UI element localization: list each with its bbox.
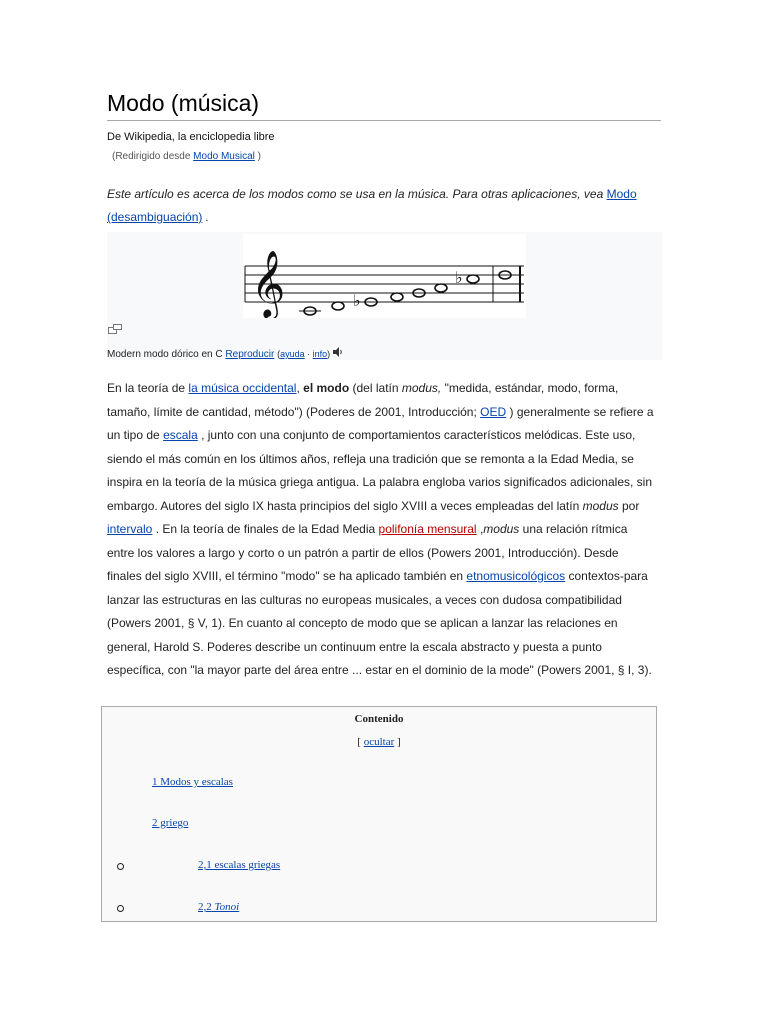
toc-item-italic-title: Tonoi [214, 901, 240, 913]
hatnote [107, 183, 652, 229]
text-run: . En la teoría de finales de la Edad Media [155, 522, 376, 536]
bold-term-modo: el modo [303, 381, 350, 395]
treble-clef-icon [251, 249, 285, 318]
text-run: ) generalmente se refiere a un tipo de [107, 404, 654, 442]
play-audio-link[interactable]: Reproducir [225, 349, 275, 360]
redirect-prefix: (Redirigido desde [112, 151, 191, 162]
svg-text:♭: ♭ [353, 291, 361, 310]
italic-modus: modus [483, 522, 520, 536]
italic-modus: modus [582, 498, 619, 513]
text-run: , [479, 522, 484, 536]
redirect-source-link[interactable]: Modo Musical [193, 151, 255, 162]
text-run: , [296, 381, 300, 395]
text-run: por [621, 498, 640, 513]
caption-separator: · [304, 349, 313, 359]
text-run: contextos-para lanzar las estructuras en las culturas no europeas musicales, a veces con dudosa compatibilidad (Powers 2001, § V, 1). En cuanto al concepto de modo que se aplican a lanzar las relaciones en general, Harold S. Poderes describe un continuum entre la escala abstracto y puesta a punto específica, con "la mayor parte del área entre ... estar en el dominio de la mode" (Powers 2001, § I, 3). [107, 569, 652, 677]
dorian-scale-image[interactable] [243, 234, 526, 318]
redirect-suffix: ) [257, 151, 261, 162]
toc-item-griego[interactable]: 2 griego [152, 817, 189, 829]
help-link[interactable]: ayuda [280, 349, 305, 359]
site-subtitle: De Wikipedia, la enciclopedia libre [107, 131, 275, 143]
table-of-contents [101, 706, 657, 922]
text-run: (del latín [352, 381, 399, 395]
svg-text:♭: ♭ [455, 268, 463, 287]
article-paragraph [107, 377, 655, 683]
toc-bullet [117, 863, 124, 870]
link-escala[interactable]: escala [163, 428, 198, 442]
toc-item-number: 2,2 [198, 901, 212, 913]
link-polifonia-mensural[interactable]: polifonía mensural [378, 522, 477, 536]
speaker-icon[interactable] [333, 349, 344, 360]
caption-paren-close: ) [327, 349, 331, 359]
caption-text: Modern modo dórico en C [107, 349, 223, 360]
text-run: , junto con una conjunto de comportamientos característicos melódicas. Este uso, siendo el más común en los últimos años, refleja una tradición que se remonta a la Edad Media, se inspira en la teoría de la música griega antigua. La palabra engloba varios significados adicionales, sin embargo. Autores del siglo IX hasta principios del siglo XVIII a veces empleadas del latín [107, 428, 653, 513]
page-title: Modo (música) [107, 88, 661, 121]
svg-text:𝄞: 𝄞 [251, 249, 286, 317]
toc-hide-link[interactable]: ocultar [363, 736, 395, 748]
link-musica-occidental[interactable]: la música occidental [188, 381, 297, 395]
toc-bullet [117, 905, 124, 912]
info-link[interactable]: info [312, 349, 328, 359]
caption-paren-open: ( [277, 349, 281, 359]
toc-bracket-open: [ [357, 736, 361, 748]
toc-item-tonoi[interactable] [198, 901, 239, 913]
text-run: "medida, estándar, modo, forma, tamaño, límite de cantidad, método") (Poderes de 2001, Introducción; [107, 381, 619, 419]
disambiguation-link[interactable]: Modo (desambiguación) [107, 187, 637, 224]
hatnote-text: Este artículo es acerca de los modos como se usa en la música. Para otras aplicaciones, vea [107, 187, 604, 201]
link-oed[interactable]: OED [480, 404, 507, 419]
toc-item-modos-y-escalas[interactable]: 1 Modos y escalas [152, 776, 233, 788]
link-etnomusicologicos[interactable]: etnomusicológicos [466, 569, 566, 583]
toc-title: Contenido [354, 713, 404, 725]
toc-item-escalas-griegas[interactable]: 2,1 escalas griegas [198, 859, 281, 871]
toc-toggle [102, 736, 656, 748]
toc-bracket-close: ] [397, 736, 401, 748]
figure-caption [107, 347, 344, 360]
figure-box [107, 232, 662, 360]
hatnote-suffix: . [205, 210, 210, 224]
redirect-notice [112, 151, 261, 162]
italic-modus: modus, [401, 381, 442, 395]
link-intervalo[interactable]: intervalo [107, 522, 153, 536]
text-run: En la teoría de [107, 381, 186, 395]
text-run: una relación rítmica entre los valores a largo y corto o un patrón a partir de ellos (Powers 2001, Introducción). Desde finales del siglo XVIII, el término "modo" se ha aplicado también en [107, 522, 628, 583]
magnify-clip-icon[interactable] [108, 321, 122, 339]
